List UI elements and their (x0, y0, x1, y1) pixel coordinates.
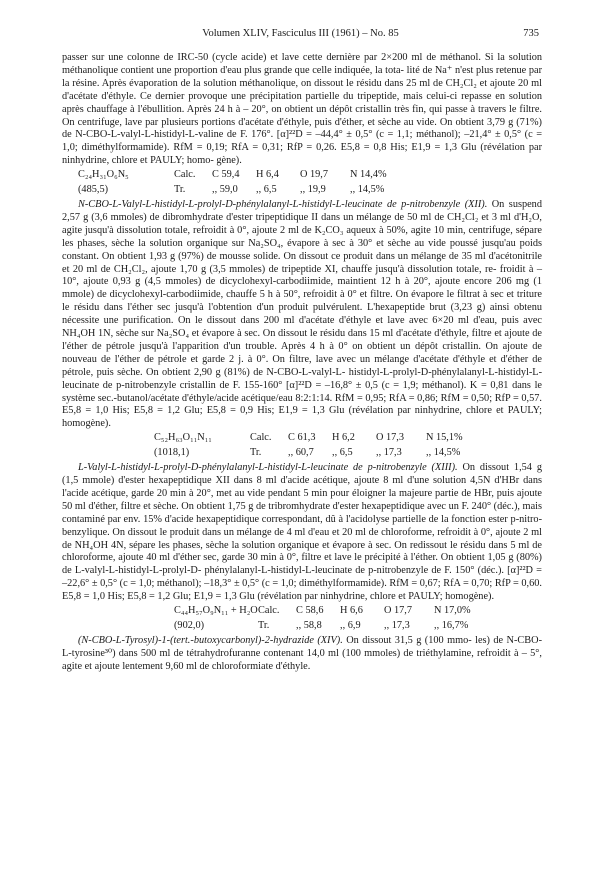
elemental-analysis-row (62, 605, 542, 618)
formula-cell: ,, 6,5 (256, 184, 277, 196)
formula-cell: Tr. (258, 619, 270, 631)
formula-cell (62, 184, 78, 197)
text-line: dissout dans 200 ml d'acétate d'éthyle et lave avec 6×20 ml d'eau, puis avec NH₄OH 1N, sèche (62, 315, 543, 340)
text-line: On dissout 1,54 g (1,5 mmole) d'ester hexapeptidique XII dans 8 ml d'acide acétique, ajoute 8 ml (62, 462, 542, 486)
formula-cell (62, 432, 154, 445)
text-line: Na₂SO₄, évapore à sec à 30° et sèche au vide poussé jusqu'au poids constant. On obtient 1,93 g (62, 237, 542, 262)
paragraph (62, 462, 542, 604)
text-line: K₂CO₃ aqueux à 50%, agite 10 min, centrifuge, sépare les phases, sèche la solution organique sur (62, 224, 542, 249)
page-number: 735 (523, 28, 539, 39)
text-line: RfP = 0,60. E5,8 = 1,0 His; E5,8 = 1,2 Glu; E1,9 = 1,3 Glu (révélation par ninhydrine, chlore (62, 578, 543, 603)
text-line: On ajoute de nouveau de l'éther de pétrole et garde 2 j. à 0°. On filtre, lave avec un mélange (62, 340, 542, 365)
formula-cell: ,, 60,7 (288, 447, 314, 459)
text-line: produit pulvérulent. L'hexapeptide brut (3,23 g) ainsi obtenu nécessite une purification. On le (62, 302, 542, 327)
formula-cell: N 17,0% (434, 605, 471, 617)
formula-cell: ,, 16,7% (434, 619, 469, 631)
text-line: (97%) de mousse solide. On dissout ce produit dans un mélange de 35 ml d'acétonitrile et 20 ml (62, 250, 542, 275)
formula-cell: O 17,3 (376, 432, 405, 444)
text-line: les) de N-CBO-L-tyrosine³⁰) dans 500 ml de tétrahydrofuranne contenant 14,0 ml (100 mmoles) (62, 634, 542, 659)
formula-cell: ,, 58,8 (296, 619, 322, 631)
text-line: 1,0 His; E5,8 = 1,2 Glu; E5,8 = 0,9 His; E1,9 = 1,3 Glu (révélation par ninhydrine, chlore et (95, 405, 508, 417)
text-line: filtre et lave le précipité à l'éther. On obtient 1,05 g (80%) de L-valyl-L-histidyl-L-prolyl-D- (62, 552, 542, 577)
formula-cell: ,, 19,9 (300, 184, 326, 196)
text-line: PAULY; homogène). (62, 405, 542, 430)
text-line: RfP = 0,26. E5,8 = 0,8 His; E1,9 = 1,3 Glu (révélation par ninhydrine, chlore et PAULY; homo- (62, 142, 542, 167)
text-line: 1,75 g de tribromhydrate d'ester hexapeptidique avec un F. 240° (déc.), mais contaminé par env. (62, 500, 543, 525)
paragraph (62, 635, 542, 674)
text-line: une précipitation partielle du tripeptide, mais celui-ci repasse en solution après chauffage à (62, 90, 543, 115)
formula-cell: C 61,3 (288, 432, 316, 444)
elemental-analysis-row (62, 447, 542, 460)
text-line: de CH₂Cl₂, ajoute 1,70 g (3,5 mmoles) de tripeptide XI, chauffe jusqu'à dissolution totale, re- (100, 263, 500, 275)
text-line: de l'éther de pétrole jusqu'à l'apparition d'un trouble. Après 4 h à 0° on obtient un dépôt cristallin. (62, 328, 542, 352)
elemental-analysis-row (62, 169, 542, 182)
molecular-weight: (902,0) (174, 619, 205, 631)
text-line: On centrifuge, lave par plusieurs portions d'acétate d'éthyle, puis d'éther, et sèche au vide. On (62, 116, 456, 128)
formula-cell: C 59,4 (212, 169, 240, 181)
text-line: ajoute encore 206 mg (1 mmole) de dicyclohexyl-carbodiimide, chauffe 5 h à 50°, refroidit à 0° (62, 276, 542, 301)
text-line: (c = 1,1; méthanol); –21,4° ± 0,5° (c = 1,0; diméthylformamide). RfM = 0,19; RfA = 0,31; (62, 129, 542, 154)
paragraph (62, 52, 542, 168)
formula-cell: ,, 14,5% (426, 447, 461, 459)
text-line: benzylique. On dissout le produit dans un mélange de 4 ml d'eau et 20 ml de chloroforme, refroidit (62, 526, 474, 538)
formula-cell (62, 620, 174, 633)
molecular-weight: (1018,1) (154, 447, 190, 459)
page-header (62, 28, 539, 41)
text-line: pour éloigner la majeure partie de HBr, puis ajoute 50 ml d'éther, filtre et sèche. On obtient (62, 487, 543, 512)
formula-cell: N 15,1% (426, 432, 463, 444)
formula-cell: ,, 59,0 (212, 184, 238, 196)
paragraph (62, 199, 542, 431)
formula-cell (62, 447, 154, 460)
text-line: 15% d'acide hexapeptidique correspondant, dû à l'acidolyse partielle de la fonction ester p-nitro- (143, 513, 542, 525)
formula-cell: C 58,6 (296, 605, 324, 617)
formula-cell: ,, 17,3 (376, 447, 402, 459)
text-line: l'ébullition. Après 24 h à – 20°, on obtient un dépôt cristallin très fin, qui passe à travers le filtre. (137, 103, 542, 115)
text-line: passer sur une colonne de IRC-50 (cycle acide) et lave cette dernière par 2×200 ml de méthanol. (62, 52, 485, 63)
formula-cell (62, 605, 174, 618)
elemental-analysis-row (62, 184, 542, 197)
formula-cell: ,, 14,5% (350, 184, 385, 196)
text-line: d'acétate d'éthyle et d'éther de pétrole, puis sèche. On obtient 2,90 g (81%) de N-CBO-L-valyl-L- (62, 353, 542, 378)
compound-heading: (N-CBO-L-Tyrosyl)-1-(tert.-butoxycarbonyl)-2-hydrazide (XIV). (78, 634, 347, 646)
text-line: et PAULY; homogène). (398, 591, 495, 603)
formula-cell: ,, 6,9 (340, 619, 361, 631)
text-line: à 0°, ajoute 2 ml de NH₄OH 4N, sépare les phases, sèche la solution organique et évapore à sec. (62, 526, 542, 551)
formula-cell (62, 169, 78, 182)
elemental-analysis-row (62, 620, 542, 633)
molecular-weight: (485,5) (78, 184, 109, 196)
text-line: [α]²²D = –16,8° ± 0,5 (c = 1,9; méthanol). K = 0,81 dans le système sec.-butanol/acétate (62, 379, 542, 404)
text-line: d'une solution 4,5N d'HBr dans l'acide acétique, garde 20 min à 20°, met au vide pendant 5 min (62, 475, 542, 499)
formula-cell: H 6,4 (256, 169, 279, 181)
formula-cell: O 17,7 (384, 605, 413, 617)
text-line: On suspend 2,57 g (3,6 mmoles) de dibromhydrate d'ester tripeptidique II dans un mélange de (62, 198, 542, 223)
molecular-formula: C₅₂H₆₃O₁₁N₁₁ (154, 432, 212, 444)
formula-cell: Calc. (250, 432, 272, 444)
formula-cell: O 19,7 (300, 169, 329, 181)
elemental-analysis-row (62, 432, 542, 445)
molecular-formula: C₄₄H₅₇O₉N₁₁ + H₂O (174, 605, 258, 617)
text-line: froidit à – 10°, ajoute 0,93 g (4,5 mmoles) de dicyclohexyl-carbodiimide, maintient 12 h à 20°, (62, 263, 543, 288)
text-line: On dissout 31,5 g (100 mmo- (346, 634, 476, 646)
text-line: d'éthyle/acide acétique/eau 8:2:1:14. RfM = 0,95; RfA = 0,86; RfM = 0,50; RfP = 0,57. E5,8 = (62, 392, 542, 417)
text-line: On redissout le résidu dans 5 ml de chloroforme, ajoute 40 ml d'éther sec, garde 30 min à 0°, (62, 539, 542, 564)
text-line: obtient 3,79 g (71%) de N-CBO-L-valyl-L-histidyl-L-valine de F. 176°. [α]²²D = –44,4° ± 0,5° (62, 116, 542, 141)
text-line: Si la solution méthanolique contient une proportion d'eau plus grande que celle indiquée, la tota- (62, 52, 542, 76)
text-line: 50 ml de CH₂Cl₂ et 3 ml d'H₂O, agite jusqu'à dissolution totale, refroidit à 0°, ajoute 2 ml de (62, 211, 542, 236)
text-line: dissout le résidu dans 25 ml de CH₂Cl₂ et ajoute 20 ml d'acétate d'éthyle. Ce dernier provoque (62, 77, 542, 102)
formula-cell: Tr. (174, 184, 186, 196)
formula-cell: N 14,4% (350, 169, 387, 181)
formula-cell: ,, 17,3 (384, 619, 410, 631)
molecular-formula: C₂₄H₃₁O₆N₅ (78, 169, 129, 181)
text-line: (c = 1,0; méthanol); –18,3° ± 0,5° (c = 1,0; diméthylformamide). RfM = 0,67; RfA = 0,70; (119, 578, 495, 590)
formula-cell: H 6,2 (332, 432, 355, 444)
formula-cell: Tr. (250, 447, 262, 459)
running-head: Volumen XLIV, Fasciculus III (1961) – No. 85 (202, 28, 399, 39)
compound-heading: N-CBO-L-Valyl-L-histidyl-L-prolyl-D-phénylalanyl-L-histidyl-L-leucinate de p-nitrobenzyle (XII). (78, 198, 492, 210)
text-line: lité de Na⁺ n'est plus retenue par la résine. Après évaporation de la solution méthanolique, on (62, 64, 542, 89)
formula-cell: ,, 6,5 (332, 447, 353, 459)
text-line: de triéthylamine, refroidit à – 5°, agite et ajoute lentement 9,60 ml de chloroformiate d'éthyle. (62, 647, 542, 672)
formula-cell: Calc. (174, 169, 196, 181)
text-line: histidyl-L-prolyl-D-phénylalanyl-L-histidyl-L-leucinate de p-nitrobenzyle cristallin de F. 155-160° (62, 366, 542, 391)
text-line: sur Na₂SO₄ et évapore à sec. On dissout le résidu dans 15 ml d'acétate d'éthyle, filtre et ajoute (141, 328, 533, 340)
text-line: et filtre. On évapore le filtrat à sec et triture le résidu dans l'éther sec jusqu'à l'obtention d'un (62, 289, 543, 314)
formula-cell: Calc. (258, 605, 280, 617)
compound-heading: L-Valyl-L-histidyl-L-prolyl-D-phénylalanyl-L-histidyl-L-leucinate de p-nitrobenzyle (XIII). (78, 462, 463, 474)
article-body (62, 52, 542, 674)
text-line: phénylalanyl-L-histidyl-L-leucinate de p-nitrobenzyle de F. 150° (déc.). [α]²²D = –22,6° ± 0,5° (62, 565, 542, 590)
formula-cell: H 6,6 (340, 605, 363, 617)
text-line: gène). (216, 155, 242, 167)
